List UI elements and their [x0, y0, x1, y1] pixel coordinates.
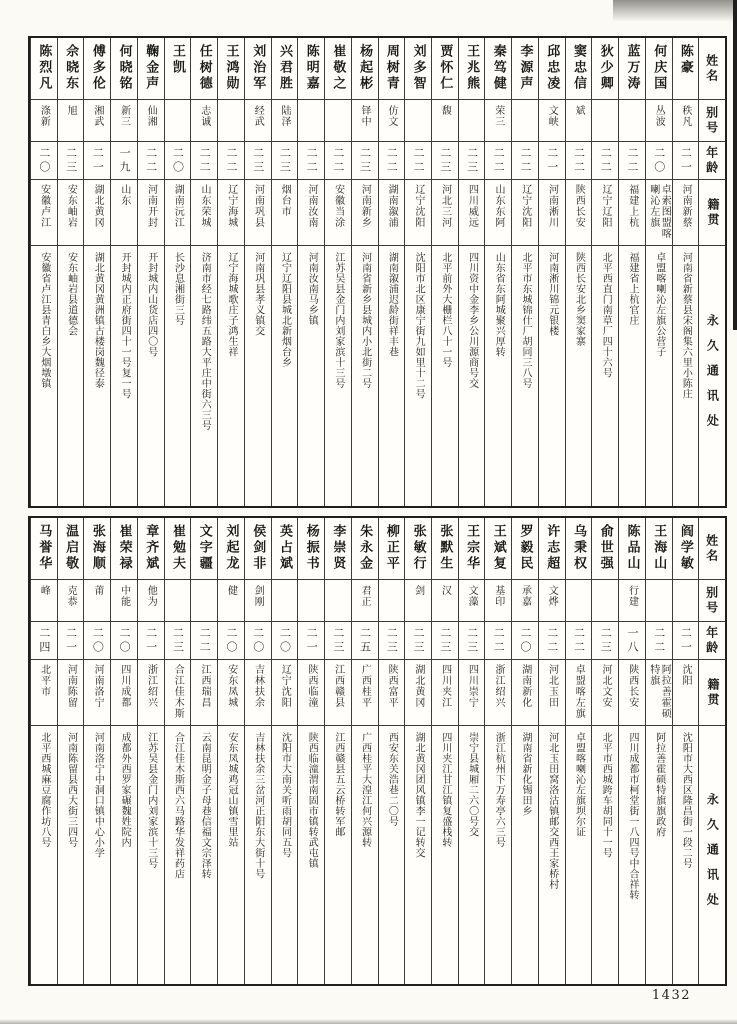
person-address: 辽宁海城歌庄子鸿生祥: [217, 246, 244, 506]
person-alias: 涤新: [30, 100, 57, 142]
person-origin: 吉林扶余: [244, 660, 271, 726]
person-address: 福建省上杭官庄: [618, 246, 645, 506]
person-age: 一九: [110, 142, 137, 180]
person-name: 侯剑非: [244, 518, 271, 580]
person-address: 安东岫岩县道德会: [57, 246, 84, 506]
column-header-origin: 籍贯: [698, 660, 725, 726]
person-age: 二三: [244, 142, 271, 180]
person-alias: 他为: [137, 580, 164, 622]
person-origin: 烟台市: [271, 180, 298, 246]
person-name: 窦忠信: [565, 38, 592, 100]
person-name: 俞世强: [591, 518, 618, 580]
person-address: 长沙息湘街三号: [164, 246, 191, 506]
person-name: 朱永金: [351, 518, 378, 580]
person-alias: [645, 580, 672, 622]
person-alias: 铎中: [351, 100, 378, 142]
column-header-age: 年龄: [698, 622, 725, 660]
person-origin: 安徽卢江: [30, 180, 57, 246]
column-header-age: 年龄: [698, 142, 725, 180]
person-origin: 陕西长安: [565, 180, 592, 246]
person-age: 二二: [190, 142, 217, 180]
person-origin: 陕西临潼: [297, 660, 324, 726]
person-address: 沈阳市大南关听雨胡同五号: [271, 726, 298, 984]
person-address: 沈阳市大西区隆昌街一段二号: [672, 726, 699, 984]
person-address: 西安东关浩巷二〇号: [378, 726, 405, 984]
person-age: 二二: [378, 142, 405, 180]
person-address: 崇宁县城厢二六〇号交: [458, 726, 485, 984]
person-origin: 河北玉田: [538, 660, 565, 726]
person-name: 李源声: [511, 38, 538, 100]
person-origin: 安东凤城: [217, 660, 244, 726]
person-alias: 湘武: [83, 100, 110, 142]
person-age: 二〇: [164, 142, 191, 180]
person-alias: 剑: [404, 580, 431, 622]
person-address: 安东凤城鸡冠山镇雪里站: [217, 726, 244, 984]
person-alias: [378, 580, 405, 622]
person-address: 卓盟喀喇沁左旗公营子: [645, 246, 672, 506]
person-age: 二三: [431, 622, 458, 660]
person-origin: 浙江绍兴: [137, 660, 164, 726]
person-address: 合江佳木斯西六马路华发祥药店: [164, 726, 191, 984]
person-name: 文字疆: [190, 518, 217, 580]
person-name: 刘多智: [404, 38, 431, 100]
person-name: 阎学敏: [672, 518, 699, 580]
person-age: 二〇: [83, 622, 110, 660]
person-age: 二三: [458, 142, 485, 180]
person-name: 刘起龙: [217, 518, 244, 580]
page-number: 1432: [651, 988, 691, 1003]
person-name: 狄少卿: [591, 38, 618, 100]
person-alias: 克恭: [57, 580, 84, 622]
person-age: 二三: [324, 622, 351, 660]
person-alias: 中能: [110, 580, 137, 622]
person-alias: 剑刚: [244, 580, 271, 622]
person-origin: 湖南溆浦: [378, 180, 405, 246]
person-alias: [324, 580, 351, 622]
person-origin: 山东东阿: [484, 180, 511, 246]
person-age: 二一: [57, 622, 84, 660]
person-name: 贾怀仁: [431, 38, 458, 100]
person-address: 吉林扶余三岔河正阳东大街十号: [244, 726, 271, 984]
scan-artifact-top: [613, 0, 733, 22]
person-age: 二三: [271, 142, 298, 180]
person-origin: 阿拉善霍硕特旗: [645, 660, 672, 726]
person-address: 开封城内山货店四〇号: [137, 246, 164, 506]
person-age: 二二: [297, 142, 324, 180]
person-name: 兴君胜: [271, 38, 298, 100]
person-age: 二二: [217, 142, 244, 180]
person-name: 温启敬: [57, 518, 84, 580]
person-age: 二一: [137, 622, 164, 660]
person-age: 二四: [30, 622, 57, 660]
person-age: 二二: [190, 622, 217, 660]
person-address: 北平西城麻豆腐作坊八号: [30, 726, 57, 984]
person-alias: [164, 100, 191, 142]
person-name: 陈豪: [672, 38, 699, 100]
person-address: 山东省东阿城聚兴厚转: [484, 246, 511, 506]
person-alias: [217, 100, 244, 142]
person-alias: [565, 580, 592, 622]
person-age: 二三: [164, 622, 191, 660]
person-name: 罗毅民: [511, 518, 538, 580]
person-age: 二二: [591, 142, 618, 180]
person-address: 四川资中金李乡公川源商号交: [458, 246, 485, 506]
column-header-name: 姓名: [698, 518, 725, 580]
person-age: 二二: [511, 142, 538, 180]
person-name: 任树德: [190, 38, 217, 100]
person-alias: 仙湘: [137, 100, 164, 142]
person-name: 张默生: [431, 518, 458, 580]
person-age: 二〇: [511, 622, 538, 660]
person-name: 王斌复: [484, 518, 511, 580]
person-origin: 陕西长安: [618, 660, 645, 726]
person-address: 陕西临潼渭南固市镇转武屯镇: [297, 726, 324, 984]
person-age: 二二: [565, 622, 592, 660]
person-origin: 河北文安: [591, 660, 618, 726]
person-age: 二二: [565, 142, 592, 180]
person-name: 王海山: [645, 518, 672, 580]
person-age: 二一: [83, 142, 110, 180]
person-origin: 湖北黄冈: [404, 660, 431, 726]
person-address: 江西赣县五云桥转军邮: [324, 726, 351, 984]
person-age: 二〇: [110, 622, 137, 660]
person-address: 河南省新蔡县宋阁集六里小陈庄: [672, 246, 699, 506]
person-age: 二〇: [244, 622, 271, 660]
person-name: 秦笃健: [484, 38, 511, 100]
scan-artifact-bottom: [0, 1019, 737, 1024]
person-alias: 莆: [83, 580, 110, 622]
person-age: 二一: [538, 142, 565, 180]
person-address: 卓盟喀喇沁左旗坝尔证: [565, 726, 592, 984]
person-address: 广西桂平大湟江何兴源转: [351, 726, 378, 984]
person-address: 江苏吴县金门内刘家滨十三号: [324, 246, 351, 506]
person-origin: 北平市: [30, 660, 57, 726]
person-name: 陈烈凡: [30, 38, 57, 100]
person-age: 二二: [137, 142, 164, 180]
person-alias: 承嘉: [511, 580, 538, 622]
person-address: 河南陈留县西大街三四号: [57, 726, 84, 984]
person-age: 二〇: [271, 622, 298, 660]
person-address: 河北玉田窝洛沽镇邮交西王家桥村: [538, 726, 565, 984]
person-origin: 安东岫岩: [57, 180, 84, 246]
person-address: 河南淅川锦元银楼: [538, 246, 565, 506]
person-address: 北平市西城跨车胡同十一号: [591, 726, 618, 984]
person-alias: 汉: [431, 580, 458, 622]
person-address: 河南省新乡县城内小北街二号: [351, 246, 378, 506]
person-origin: 四川成都: [110, 660, 137, 726]
person-age: 二三: [57, 142, 84, 180]
person-name: 张海顺: [83, 518, 110, 580]
person-origin: 卓索图盟喀喇沁左旗: [645, 180, 672, 246]
person-alias: [458, 100, 485, 142]
person-name: 杨振书: [297, 518, 324, 580]
person-alias: 行建: [618, 580, 645, 622]
directory-tables: [28, 36, 727, 986]
person-alias: 文峡: [538, 100, 565, 142]
person-age: 二〇: [217, 622, 244, 660]
person-alias: 荣三: [484, 100, 511, 142]
person-alias: 峰: [30, 580, 57, 622]
column-header-address: 永久通讯处: [698, 726, 725, 984]
person-alias: 志诚: [190, 100, 217, 142]
person-age: 二二: [538, 622, 565, 660]
person-name: 英占斌: [271, 518, 298, 580]
person-address: 湖北黄冈团风镇李一记转交: [404, 726, 431, 984]
person-origin: 辽宁沈阳: [271, 660, 298, 726]
person-alias: 健: [217, 580, 244, 622]
person-origin: 浙江绍兴: [484, 660, 511, 726]
person-alias: 陆泽: [271, 100, 298, 142]
person-address: 四川夹江甘江镇复盛栈转: [431, 726, 458, 984]
person-origin: 江西瑞昌: [190, 660, 217, 726]
person-name: 王凯: [164, 38, 191, 100]
person-origin: 河南洛宁: [83, 660, 110, 726]
person-alias: [297, 100, 324, 142]
person-name: 王鸿勋: [217, 38, 244, 100]
person-address: 北平前外大栅栏八十一号: [431, 246, 458, 506]
column-header-address: 永久通讯处: [698, 246, 725, 506]
person-age: 二一: [672, 622, 699, 660]
person-name: 何晓铭: [110, 38, 137, 100]
person-alias: [672, 580, 699, 622]
person-origin: 江西赣县: [324, 660, 351, 726]
person-alias: 基印: [484, 580, 511, 622]
person-alias: [618, 100, 645, 142]
person-address: 湖南省新化锡田乡: [511, 726, 538, 984]
person-alias: [404, 100, 431, 142]
person-name: 陈明嘉: [297, 38, 324, 100]
person-age: 二三: [404, 622, 431, 660]
person-alias: 丛波: [645, 100, 672, 142]
person-name: 马誉华: [30, 518, 57, 580]
person-age: 二三: [378, 622, 405, 660]
person-origin: 辽宁沈阳: [511, 180, 538, 246]
person-name: 乌秉权: [565, 518, 592, 580]
person-alias: [591, 580, 618, 622]
person-name: 李崇贤: [324, 518, 351, 580]
person-name: 王宗华: [458, 518, 485, 580]
person-address: 湖北黄冈黄洲镇古楼岗魏径泰: [83, 246, 110, 506]
person-origin: 四川夹江: [431, 660, 458, 726]
person-alias: 斌: [565, 100, 592, 142]
person-age: 一八: [618, 622, 645, 660]
person-alias: [190, 580, 217, 622]
person-origin: 辽宁辽阳: [591, 180, 618, 246]
person-origin: 广西桂平: [351, 660, 378, 726]
person-origin: 陕西富平: [378, 660, 405, 726]
person-age: 二三: [351, 142, 378, 180]
person-address: 成都外西罗家碾魏姓院内: [110, 726, 137, 984]
person-name: 蓝万涛: [618, 38, 645, 100]
column-header-name: 姓名: [698, 38, 725, 100]
person-origin: 河北三河: [431, 180, 458, 246]
person-origin: 卓盟喀左旗: [565, 660, 592, 726]
person-age: 二〇: [645, 142, 672, 180]
person-address: 浙江杭州下万寿亭六三号: [484, 726, 511, 984]
column-header-alias: 别号: [698, 580, 725, 622]
person-name: 佘晓东: [57, 38, 84, 100]
person-origin: 辽宁沈阳: [404, 180, 431, 246]
person-address: 开封城内正府街四十一号复一号: [110, 246, 137, 506]
person-origin: 河南开封: [137, 180, 164, 246]
person-age: 二二: [404, 142, 431, 180]
person-alias: 新三: [110, 100, 137, 142]
person-alias: [297, 580, 324, 622]
person-alias: 君正: [351, 580, 378, 622]
person-origin: 安徽当涂: [324, 180, 351, 246]
person-alias: 文烨: [538, 580, 565, 622]
person-origin: 河南巩县: [244, 180, 271, 246]
person-address: 安徽省卢江县青白乡大烟墩镇: [30, 246, 57, 506]
person-origin: 合江佳木斯: [164, 660, 191, 726]
person-origin: 山东荣城: [190, 180, 217, 246]
person-origin: 河南新乡: [351, 180, 378, 246]
person-alias: [324, 100, 351, 142]
person-age: 二三: [431, 142, 458, 180]
person-age: 二三: [591, 622, 618, 660]
person-address: 云南昆明金子母巷信福文宗泽转: [190, 726, 217, 984]
person-age: 二二: [324, 142, 351, 180]
person-age: 二二: [645, 622, 672, 660]
person-name: 许志超: [538, 518, 565, 580]
person-origin: 河南陈留: [57, 660, 84, 726]
person-origin: 辽宁海城: [217, 180, 244, 246]
person-name: 陈品山: [618, 518, 645, 580]
person-age: 二五: [351, 622, 378, 660]
person-name: 崔勉夫: [164, 518, 191, 580]
person-address: 北平西直门南草厂四十六号: [591, 246, 618, 506]
column-header-origin: 籍贯: [698, 180, 725, 246]
person-age: 二三: [458, 622, 485, 660]
person-alias: [591, 100, 618, 142]
person-name: 崔荣禄: [110, 518, 137, 580]
person-age: 二二: [484, 622, 511, 660]
person-name: 章齐斌: [137, 518, 164, 580]
person-alias: 秩凡: [672, 100, 699, 142]
person-address: 阿拉善霍硕特旗旗政府: [645, 726, 672, 984]
person-alias: [511, 100, 538, 142]
person-origin: 福建上杭: [618, 180, 645, 246]
person-origin: 四川威远: [458, 180, 485, 246]
person-address: 济南市经七路纬五路大平庄中街六三号: [190, 246, 217, 506]
person-name: 鞠金声: [137, 38, 164, 100]
person-origin: 湖北黄冈: [83, 180, 110, 246]
person-origin: 湖南沅江: [164, 180, 191, 246]
person-address: 河南洛宁中洞口镇中心小学: [83, 726, 110, 984]
person-name: 张敏行: [404, 518, 431, 580]
person-address: 辽宁辽阳县城北新烟台乡: [271, 246, 298, 506]
person-address: 北平市东城锦什厂胡同三八号: [511, 246, 538, 506]
directory-table-top: [28, 36, 727, 508]
person-origin: 沈阳: [672, 660, 699, 726]
scan-artifact-right-edge: [733, 0, 737, 330]
person-name: 邱忠凌: [538, 38, 565, 100]
person-age: 二一: [672, 142, 699, 180]
person-alias: 文藻: [458, 580, 485, 622]
person-address: 沈阳市北区康宁街九如里十二号: [404, 246, 431, 506]
person-name: 崔敬之: [324, 38, 351, 100]
person-name: 刘治军: [244, 38, 271, 100]
person-alias: [164, 580, 191, 622]
person-origin: 湖南新化: [511, 660, 538, 726]
person-address: 江苏吴县金门内刘家滨十三号: [137, 726, 164, 984]
person-origin: 山东: [110, 180, 137, 246]
person-name: 柳正平: [378, 518, 405, 580]
person-age: 二二: [484, 142, 511, 180]
person-alias: 仿文: [378, 100, 405, 142]
directory-table-bottom: [28, 516, 727, 986]
person-age: 二二: [618, 142, 645, 180]
person-name: 何庆国: [645, 38, 672, 100]
person-name: 王兆熊: [458, 38, 485, 100]
person-name: 傅多伦: [83, 38, 110, 100]
person-origin: 河南新蔡: [672, 180, 699, 246]
person-name: 杨起彬: [351, 38, 378, 100]
person-alias: [271, 580, 298, 622]
person-age: 二〇: [30, 142, 57, 180]
person-address: 河南巩县孝义镇交: [244, 246, 271, 506]
person-age: 二一: [297, 622, 324, 660]
person-alias: 馥: [431, 100, 458, 142]
person-address: 河南汝南马乡镇: [297, 246, 324, 506]
person-origin: 四川崇宁: [458, 660, 485, 726]
person-alias: 旭: [57, 100, 84, 142]
person-address: 湖南溆浦迟龄街祥丰巷: [378, 246, 405, 506]
person-address: 四川成都市柯堂街一八四号中合祥转: [618, 726, 645, 984]
person-origin: 河南汝南: [297, 180, 324, 246]
column-header-alias: 别号: [698, 100, 725, 142]
person-name: 周树青: [378, 38, 405, 100]
person-address: 陕西长安北乡窦家寨: [565, 246, 592, 506]
person-origin: 河南淅川: [538, 180, 565, 246]
person-alias: 经武: [244, 100, 271, 142]
